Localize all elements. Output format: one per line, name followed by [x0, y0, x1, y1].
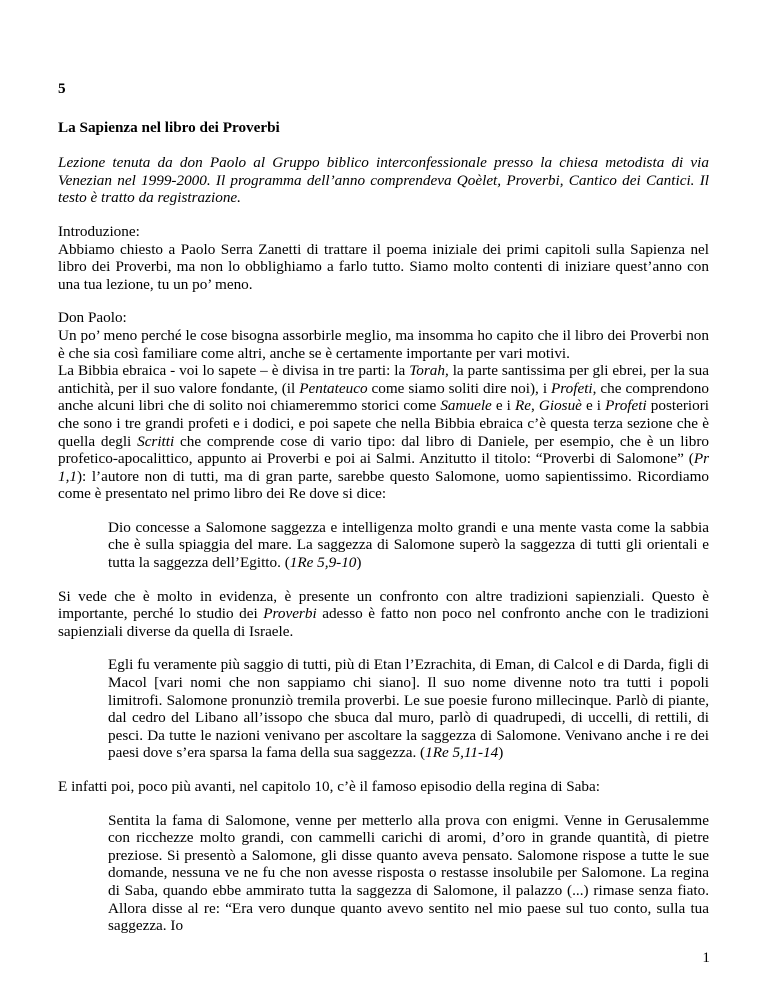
paragraph-4: E infatti poi, poco più avanti, nel capitolo 10, c’è il famoso episodio della regina di Saba: — [58, 778, 600, 795]
text: , — [531, 397, 539, 415]
quote-text: Egli fu veramente più saggio di tutti, più di Etan l’Ezrachita, di Eman, di Calcol e di Darda, figli di Macol [vari nomi che non sappiamo chi siano]. Il suo nome divenne noto tra tutti i popoli limitrofi. Salomone pronunziò tremila proverbi. Le sue poesie furono millecinque. Parlò di piante, dal cedro del Libano all’issopo che sbuca dal muro, parlò di quadrupedi, di uccelli, di rettili, di pesci. Da tutte le nazioni venivano per ascoltare la saggezza di Salomone. Venivano anche i re dei paesi dove s’era sparsa la fama della sua saggezza. ( — [108, 656, 710, 762]
term-profeti: Profeti — [551, 379, 593, 397]
term-scritti: Scritti — [137, 432, 175, 450]
intro-note: Lezione tenuta da don Paolo al Gruppo biblico interconfessionale presso la chiesa metodista di via Venezian nel 1999-2000. Il programma dell’anno comprendeva Qoèlet, Proverbi, Cantico dei Cantici. Il testo è tratto da registrazione. — [58, 154, 709, 207]
text: adesso è fatto non poco nel confronto anche con le tradizioni sapienziali diverse da quella di Israele. — [58, 605, 709, 640]
quote-close: ) — [356, 554, 362, 572]
introduzione-text: Abbiamo chiesto a Paolo Serra Zanetti di trattare il poema iniziale dei primi capitoli sulla Sapienza nel libro dei Proverbi, ma non lo obblighiamo a farlo tutto. Siamo molto contenti di iniziare quest’anno con una tua lezione, tu un po’ meno. — [58, 240, 709, 293]
page-number: 1 — [702, 949, 710, 966]
text: posteriori che sono i tre grandi profeti e i dodici, e poi sapete che nella Bibbia ebraica c’è questa terza sezione che è quella degli — [58, 397, 709, 450]
paragraph-2 — [58, 362, 709, 503]
quote-close: ) — [498, 744, 504, 762]
text: come siamo soliti dire noi), i — [367, 379, 552, 397]
term-re: Re — [514, 397, 531, 415]
block-quote-1 — [108, 519, 709, 572]
text: , che comprendono anche alcuni libri che di solito noi chiameremmo storici come — [58, 379, 709, 415]
block-quote-3: Sentita la fama di Salomone, venne per metterlo alla prova con enigmi. Venne in Gerusalemme con ricchezze molto grandi, con cammelli carichi di aromi, d’oro in grande quantità, di pietre preziose. Si presentò a Salomone, gli disse quanto aveva pensato. Salomone rispose a tutte le sue domande, nessuna ve ne fu che non avesse risposta o restasse insolubile per Salomone. La regina di Saba, quando ebbe ammirato tutta la saggezza di Salomone, il palazzo (...) rimase senza fiato. Allora disse al re: “Era vero dunque quanto avevo sentito nel mio paese sul tuo conto, sulla tua saggezza. Io — [108, 811, 709, 935]
introduzione-label: Introduzione: — [58, 222, 140, 240]
text: che comprende cose di vario tipo: dal libro di Daniele, per esempio, che è un libro profetico-apocalittico, appunto ai Proverbi e poi ai Salmi. Anzitutto il titolo: “Proverbi di Salomone” ( — [58, 432, 709, 468]
term-giosue: Giosuè — [538, 397, 582, 415]
text: La Bibbia ebraica - voi lo sapete – è divisa in tre parti: la — [58, 362, 410, 380]
term-samuele: Samuele — [440, 397, 492, 415]
term-pentateuco: Pentateuco — [299, 379, 368, 397]
quote-reference: 1Re 5,9-10 — [289, 554, 357, 572]
quote-text: Dio concesse a Salomone saggezza e intelligenza molto grandi e una mente vasta come la sabbia che è sulla spiaggia del mare. La saggezza di Salomone superò la saggezza di tutti gli orientali e tutta la saggezza dell’Egitto. ( — [108, 518, 709, 572]
term-proverbi: Proverbi — [263, 605, 317, 623]
text: , la parte santissima per gli ebrei, per la sua antichità, per il suo valore fondante, (il — [58, 362, 710, 397]
text: Si vede che è molto in evidenza, è presente un confronto con altre tradizioni sapienziali. Questo è importante, perché lo studio dei — [58, 587, 709, 623]
text: e i — [491, 397, 515, 415]
chapter-number: 5 — [58, 80, 66, 97]
term-profeti-2: Profeti — [605, 397, 647, 415]
page-title: La Sapienza nel libro dei Proverbi — [58, 118, 280, 136]
document-body — [58, 80, 709, 951]
reference-pr-1-1: Pr 1,1 — [58, 450, 709, 485]
quote-reference: 1Re 5,11-14 — [425, 744, 499, 762]
paragraph-1: Un po’ meno perché le cose bisogna assorbirle meglio, ma insomma ho capito che il libro dei Proverbi non è che sia così familiare come altri, anche se è certamente importante per vari motivi. — [58, 326, 709, 362]
text: ): l’autore non di tutti, ma di gran parte, sarebbe questo Salomone, uomo sapientissimo. Ricordiamo come è presentato nel primo libro dei Re dove si dice: — [58, 467, 709, 503]
text: e i — [581, 397, 606, 415]
paragraph-3 — [58, 588, 709, 641]
block-quote-2 — [108, 656, 709, 762]
term-torah: Torah — [409, 362, 445, 380]
don-paolo-label: Don Paolo: — [58, 309, 127, 327]
